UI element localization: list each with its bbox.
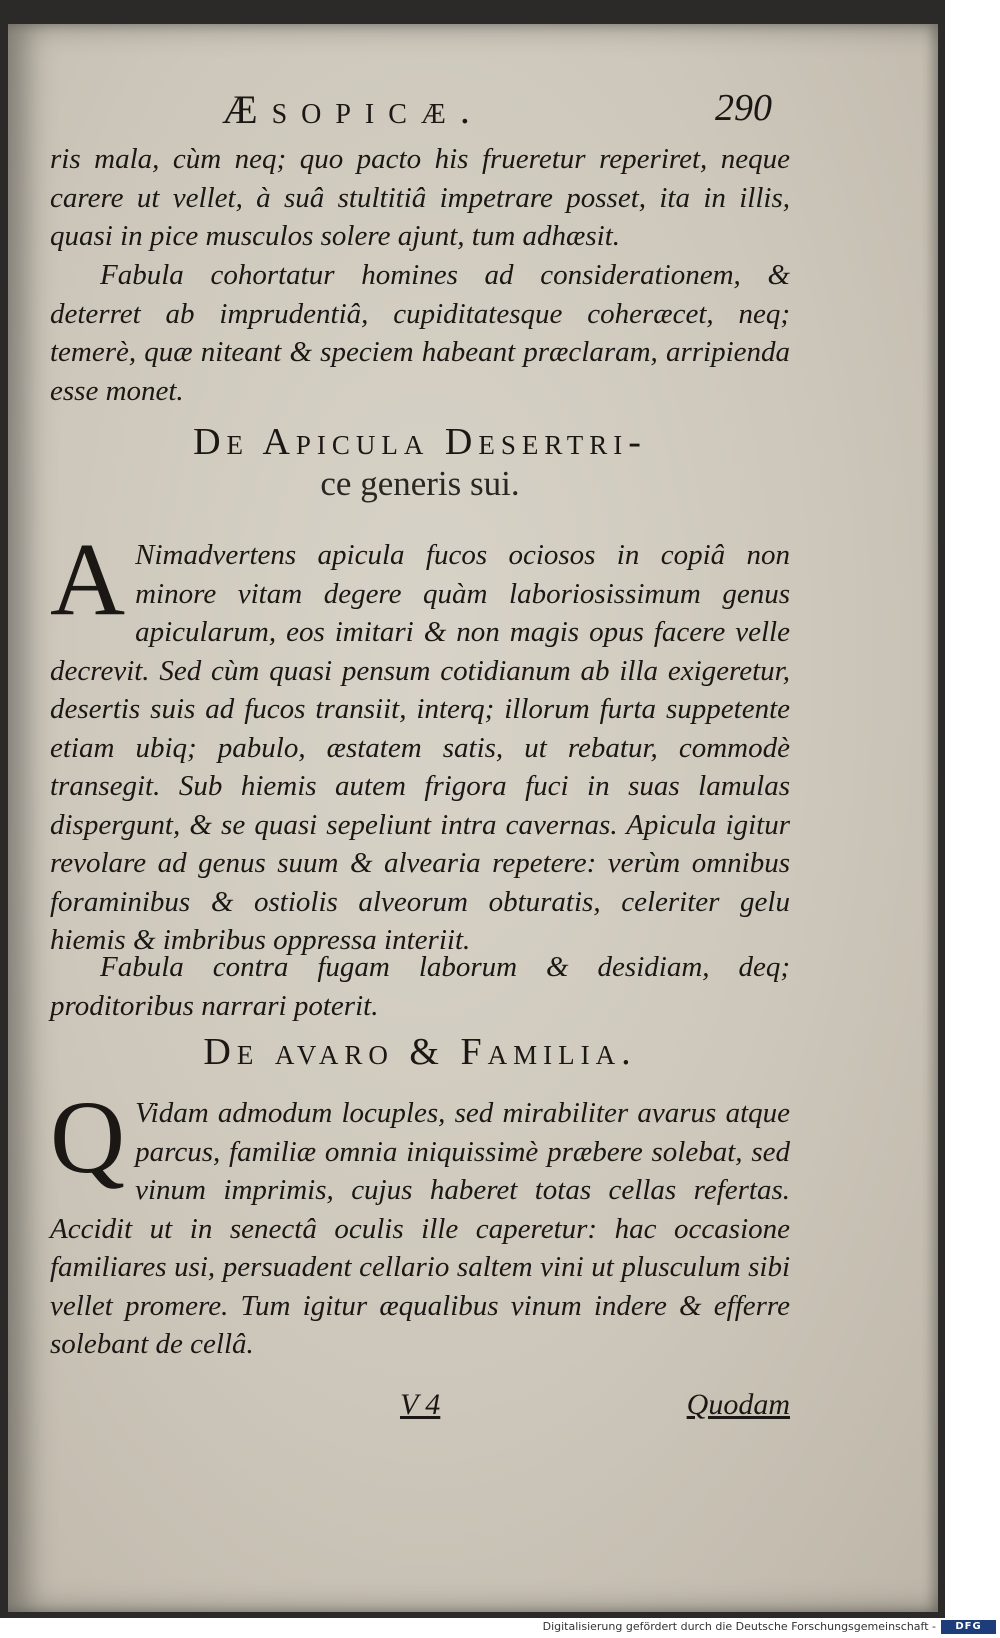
fable-title-avaro: De avaro & Familia. xyxy=(203,1031,637,1073)
paragraph-moral-1: Fabula cohortatur homines ad considerationem, & deterret ab imprudentiâ, cupiditatesque coheræcet, neq; temerè, quæ niteant & speciem habeant præclaram, arripienda esse monet. xyxy=(50,259,790,407)
dropcap-a: A xyxy=(50,522,126,637)
page-number: 290 xyxy=(715,87,772,129)
fable-text-apicula xyxy=(50,522,790,960)
page-header xyxy=(222,86,772,146)
paragraph-moral-2: Fabula contra fugam laborum & desidiam, deq; proditoribus narrari poterit. xyxy=(50,951,790,1022)
signature-mark: V 4 xyxy=(400,1388,441,1421)
credit-bar xyxy=(0,1618,1000,1638)
running-head: Æsopicæ. xyxy=(222,87,484,132)
fable-body-apicula: Nimadvertens apicula fucos ociosos in copiâ non minore vitam degere quàm laboriosissimum genus apicularum, eos imitari & non magis opus facere velle decrevit. Sed cùm quasi pensum cotidianum ab illa exigeretur, desertis suis ad fucos transiit, interq; illorum furta suppetente etiam ubiq; pabulo, æstatem satis, ut rebatur, commodè transegit. Sub hiemis autem frigora fuci in suas lamulas dispergunt, & se quasi sepeliunt intra cavernas. Apicula igitur revolare ad genus suum & alvearia repetere: verùm omnibus foraminibus & ostiolis alveorum obturatis, celeriter gelu hiemis & imbribus oppressa interiit. xyxy=(50,539,790,956)
catchword: Quodam xyxy=(686,1388,790,1421)
dropcap-q: Q xyxy=(50,1080,126,1195)
fable-title-apicula: De Apicula Desertri- xyxy=(193,421,647,463)
paragraph-continuation: ris mala, cùm neq; quo pacto his frueretur reperiret, neque carere ut vellet, à suâ stultitiâ impetrare posset, ita in illis, quasi in pice musculos solere ajunt, tum adhæsit. xyxy=(50,143,790,252)
fable-subtitle-apicula: ce generis sui. xyxy=(320,464,520,503)
book-page xyxy=(8,24,938,1612)
page-footer xyxy=(50,1388,790,1434)
dfg-logo: DFG xyxy=(941,1620,996,1634)
funding-credit: Digitalisierung gefördert durch die Deutsche Forschungsgemeinschaft - xyxy=(542,1620,936,1633)
fable-body-avaro: Vidam admodum locuples, sed mirabiliter avarus atque parcus, familiæ omnia iniquissimè præbere solebat, sed vinum imprimis, cujus haberet totas cellas refertas. Accidit ut in senectâ oculis ille caperetur: hac occasione familiares usi, persuadent cellario saltem vini ut plusculum sibi vellet promere. Tum igitur æqualibus vinum indere & efferre solebant de cellâ. xyxy=(50,1097,790,1360)
fable-text-avaro xyxy=(50,1080,790,1364)
